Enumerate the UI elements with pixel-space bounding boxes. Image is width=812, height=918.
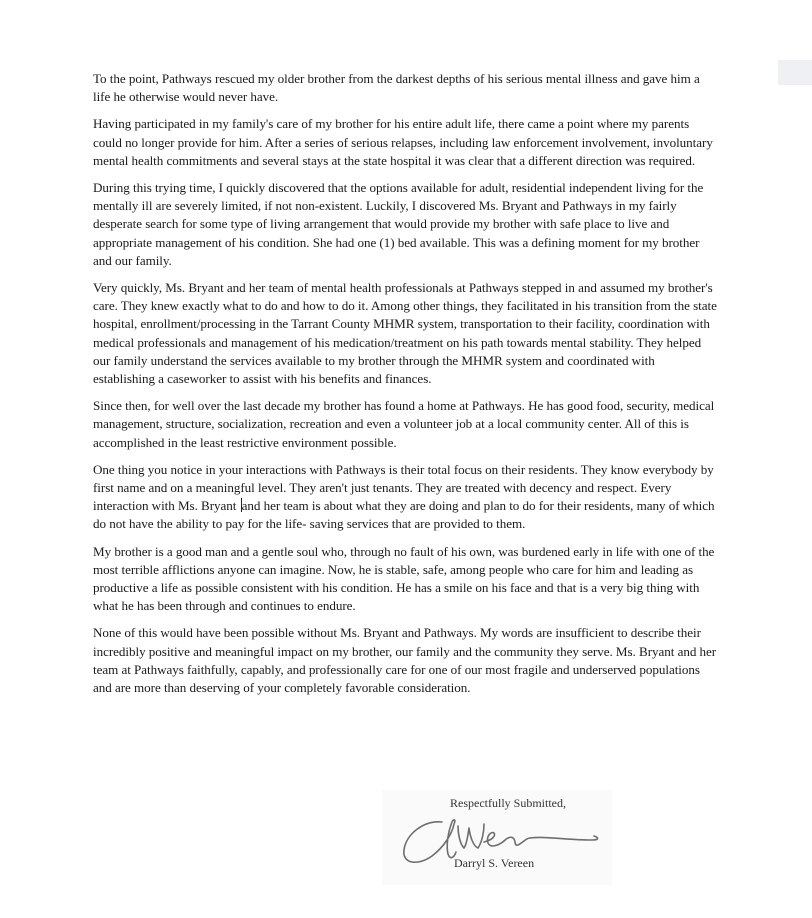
- paragraph-3: During this trying time, I quickly discovered that the options available for adult, residential independent living for the mentally ill are severely limited, if not non-existent. Luckily, I discovered Ms. Bryant and Pathways in my fairly desperate search for some type of living arrangement that would provide my brother with safe place to live and appropriate management of his condition. She had one (1) bed available. This was a defining moment for my brother and our family.: [93, 180, 704, 268]
- paragraph-1: To the point, Pathways rescued my older brother from the darkest depths of his serious mental illness and gave him a life he otherwise would never have.: [93, 71, 700, 105]
- paragraph-5: Since then, for well over the last decade my brother has found a home at Pathways. He has good food, security, medical management, structure, socialization, recreation and even a volunteer job at a local community center. All of this is accomplished in the least restrictive environment possible.: [93, 398, 715, 450]
- signature-block: [382, 790, 612, 885]
- signer-name: Darryl S. Vereen: [454, 856, 535, 870]
- paragraph-6: [93, 461, 719, 534]
- paragraph-4: Very quickly, Ms. Bryant and her team of mental health professionals at Pathways stepped in and assumed my brother's care. They knew exactly what to do and how to do it. Among other things, they facilitated in his transition from the state hospital, enrollment/processing in the Tarrant County MHMR system, transportation to their facility, coordination with medical professionals and management of his medication/treatment on his path towards mental stability. They helped our family understand the services available to my brother through the MHMR system and coordinated with establishing a caseworker to assist with his benefits and finances.: [93, 280, 717, 387]
- closing-line: Respectfully Submitted,: [450, 796, 566, 810]
- letter-body: [93, 70, 719, 706]
- paragraph-6-text-start: One thing you notice in your interactions with Pathways is their total focus on their residents. They know everybody by first name and on a meaningful level. They aren't just tenants. They are treated with decency and respect. Every interaction with Ms. Bryant: [93, 461, 714, 514]
- page-edge-marker: [778, 60, 812, 85]
- paragraph-7: My brother is a good man and a gentle soul who, through no fault of his own, was burdened early in life with one of the most terrible afflictions anyone can imagine. Now, he is stable, safe, among people who care for him and leading as productive a life as possible consistent with his condition. He has a smile on his face and that is a very big thing with what he has been through and continues to endure.: [93, 543, 715, 614]
- paragraph-6-text-end: and her team is about what they are doing and plan to do for their residents, many of which do not have the ability to pay for the life- saving services that are provided to them.: [93, 498, 715, 532]
- paragraph-2: Having participated in my family's care of my brother for his entire adult life, there came a point where my parents could no longer provide for him. After a series of serious relapses, including law enforcement involvement, involuntary mental health commitments and several stays at the state hospital it was clear that a different direction was required.: [93, 116, 713, 168]
- paragraph-8: None of this would have been possible without Ms. Bryant and Pathways. My words are insufficient to describe their incredibly positive and meaningful impact on my brother, our family and the community they serve. Ms. Bryant and her team at Pathways faithfully, capably, and professionally care for one of our most fragile and underserved populations and are more than deserving of your completely favorable consideration.: [93, 625, 717, 696]
